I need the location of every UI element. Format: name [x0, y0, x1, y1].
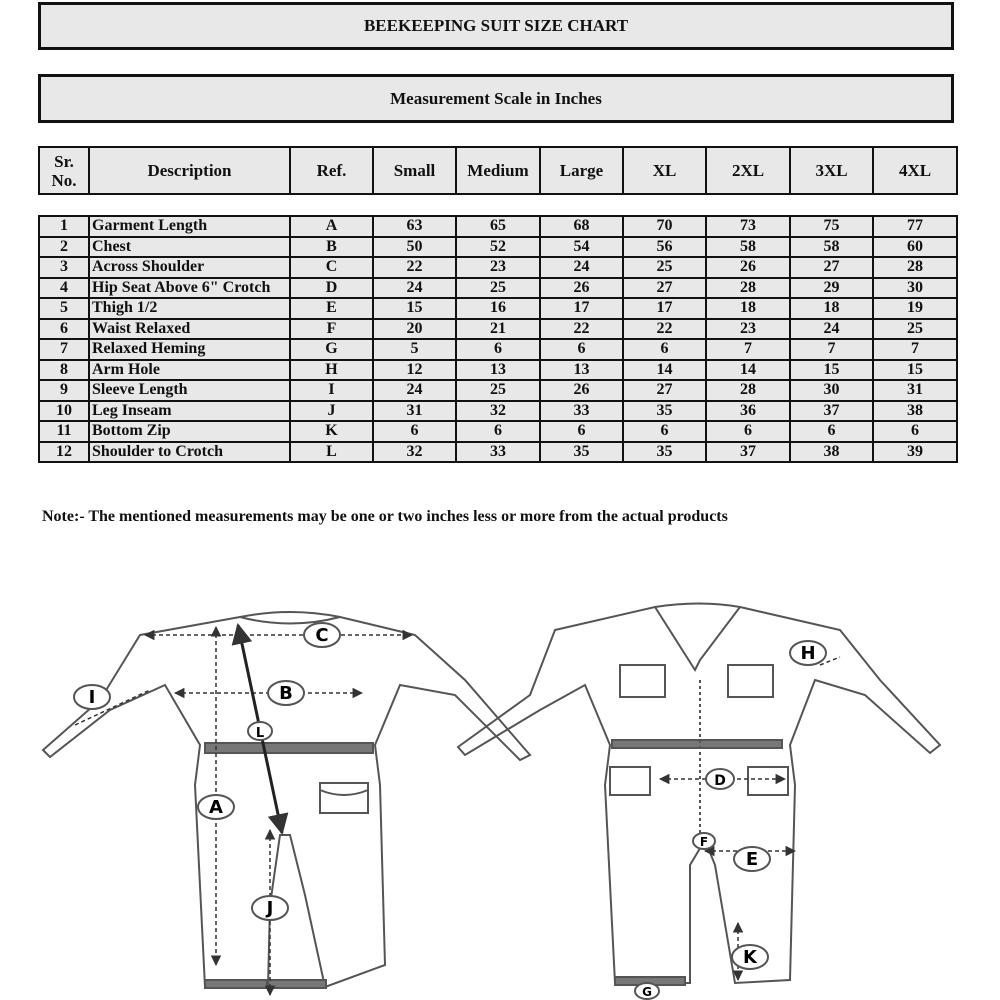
size-value-cell: 24 — [540, 257, 623, 278]
size-value-cell: 63 — [373, 216, 456, 237]
row-number-cell: 7 — [39, 339, 89, 360]
size-value-cell: 27 — [623, 278, 706, 299]
description-cell: Thigh 1/2 — [89, 298, 290, 319]
size-value-cell: 21 — [456, 319, 540, 340]
size-value-cell: 38 — [873, 401, 957, 422]
size-value-cell: 30 — [873, 278, 957, 299]
size-value-cell: 33 — [540, 401, 623, 422]
size-value-cell: 30 — [790, 380, 873, 401]
size-value-cell: 22 — [373, 257, 456, 278]
size-value-cell: 6 — [873, 421, 957, 442]
table-row — [39, 298, 957, 319]
description-cell: Arm Hole — [89, 360, 290, 381]
size-value-cell: 26 — [540, 278, 623, 299]
header-cell: Ref. — [290, 147, 373, 194]
size-value-cell: 37 — [790, 401, 873, 422]
suit-back-view — [43, 612, 530, 988]
size-value-cell: 18 — [790, 298, 873, 319]
size-value-cell: 22 — [623, 319, 706, 340]
svg-text:H: H — [800, 643, 816, 664]
svg-text:L: L — [255, 726, 265, 741]
row-number-cell: 6 — [39, 319, 89, 340]
row-number-cell: 1 — [39, 216, 89, 237]
size-value-cell: 15 — [790, 360, 873, 381]
size-value-cell: 16 — [456, 298, 540, 319]
size-value-cell: 50 — [373, 237, 456, 258]
size-value-cell: 24 — [373, 278, 456, 299]
size-value-cell: 6 — [540, 421, 623, 442]
header-cell: 3XL — [790, 147, 873, 194]
size-value-cell: 73 — [706, 216, 790, 237]
letter-marker-i — [74, 685, 110, 709]
header-cell: Large — [540, 147, 623, 194]
size-value-cell: 17 — [540, 298, 623, 319]
description-cell: Bottom Zip — [89, 421, 290, 442]
svg-text:K: K — [743, 947, 757, 968]
size-value-cell: 23 — [706, 319, 790, 340]
size-value-cell: 52 — [456, 237, 540, 258]
row-number-cell: 10 — [39, 401, 89, 422]
size-value-cell: 26 — [706, 257, 790, 278]
size-value-cell: 24 — [373, 380, 456, 401]
size-value-cell: 14 — [706, 360, 790, 381]
table-row — [39, 442, 957, 463]
size-value-cell: 25 — [456, 380, 540, 401]
table-row — [39, 360, 957, 381]
description-cell: Leg Inseam — [89, 401, 290, 422]
reference-cell: H — [290, 360, 373, 381]
size-value-cell: 19 — [873, 298, 957, 319]
table-row — [39, 216, 957, 237]
size-value-cell: 7 — [873, 339, 957, 360]
size-value-cell: 39 — [873, 442, 957, 463]
table-row — [39, 319, 957, 340]
size-value-cell: 6 — [540, 339, 623, 360]
size-value-cell: 6 — [790, 421, 873, 442]
size-value-cell: 6 — [706, 421, 790, 442]
reference-cell: C — [290, 257, 373, 278]
size-value-cell: 38 — [790, 442, 873, 463]
size-value-cell: 35 — [623, 442, 706, 463]
reference-cell: I — [290, 380, 373, 401]
header-cell: 4XL — [873, 147, 957, 194]
header-cell: Description — [89, 147, 290, 194]
size-table — [38, 215, 958, 463]
letter-marker-h — [790, 641, 826, 665]
size-value-cell: 54 — [540, 237, 623, 258]
size-value-cell: 27 — [623, 380, 706, 401]
size-value-cell: 37 — [706, 442, 790, 463]
header-cell: Sr. No. — [39, 147, 89, 194]
letter-marker-j — [252, 896, 288, 920]
size-value-cell: 75 — [790, 216, 873, 237]
size-value-cell: 25 — [873, 319, 957, 340]
reference-cell: D — [290, 278, 373, 299]
description-cell: Shoulder to Crotch — [89, 442, 290, 463]
table-row — [39, 421, 957, 442]
size-value-cell: 15 — [373, 298, 456, 319]
description-cell: Across Shoulder — [89, 257, 290, 278]
size-value-cell: 32 — [373, 442, 456, 463]
reference-cell: L — [290, 442, 373, 463]
size-value-cell: 24 — [790, 319, 873, 340]
svg-text:D: D — [714, 773, 726, 789]
size-value-cell: 33 — [456, 442, 540, 463]
letter-marker-c — [304, 623, 340, 647]
svg-text:I: I — [88, 687, 96, 708]
scale-caption: Measurement Scale in Inches — [38, 74, 954, 123]
svg-text:E: E — [745, 849, 759, 870]
letter-marker-b — [268, 681, 304, 705]
size-value-cell: 26 — [540, 380, 623, 401]
suit-diagram — [0, 585, 1000, 1000]
table-row — [39, 257, 957, 278]
size-value-cell: 32 — [456, 401, 540, 422]
letter-marker-a — [198, 795, 234, 819]
svg-text:F: F — [699, 835, 709, 849]
size-value-cell: 14 — [623, 360, 706, 381]
reference-cell: A — [290, 216, 373, 237]
row-number-cell: 2 — [39, 237, 89, 258]
letter-marker-d — [706, 769, 734, 789]
size-value-cell: 18 — [706, 298, 790, 319]
size-value-cell: 17 — [623, 298, 706, 319]
size-value-cell: 28 — [706, 278, 790, 299]
size-value-cell: 68 — [540, 216, 623, 237]
description-cell: Waist Relaxed — [89, 319, 290, 340]
table-row — [39, 278, 957, 299]
size-value-cell: 6 — [373, 421, 456, 442]
size-value-cell: 77 — [873, 216, 957, 237]
description-cell: Sleeve Length — [89, 380, 290, 401]
size-value-cell: 7 — [790, 339, 873, 360]
row-number-cell: 8 — [39, 360, 89, 381]
size-value-cell: 5 — [373, 339, 456, 360]
letter-marker-g — [635, 983, 659, 999]
size-value-cell: 56 — [623, 237, 706, 258]
measurement-arrows — [75, 625, 840, 995]
size-value-cell: 25 — [623, 257, 706, 278]
reference-cell: J — [290, 401, 373, 422]
reference-cell: E — [290, 298, 373, 319]
size-value-cell: 6 — [456, 339, 540, 360]
chart-title: BEEKEEPING SUIT SIZE CHART — [38, 2, 954, 50]
letter-marker-l — [248, 722, 272, 741]
size-value-cell: 7 — [706, 339, 790, 360]
size-value-cell: 20 — [373, 319, 456, 340]
size-value-cell: 13 — [456, 360, 540, 381]
reference-cell: F — [290, 319, 373, 340]
description-cell: Hip Seat Above 6" Crotch — [89, 278, 290, 299]
row-number-cell: 5 — [39, 298, 89, 319]
size-value-cell: 28 — [706, 380, 790, 401]
row-number-cell: 4 — [39, 278, 89, 299]
row-number-cell: 9 — [39, 380, 89, 401]
row-number-cell: 12 — [39, 442, 89, 463]
note-text: Note:- The mentioned measurements may be one or two inches less or more from the actual products — [42, 508, 728, 525]
row-number-cell: 3 — [39, 257, 89, 278]
reference-cell: G — [290, 339, 373, 360]
reference-cell: B — [290, 237, 373, 258]
size-value-cell: 23 — [456, 257, 540, 278]
table-row — [39, 380, 957, 401]
size-value-cell: 15 — [873, 360, 957, 381]
svg-text:A: A — [209, 797, 223, 818]
size-value-cell: 31 — [873, 380, 957, 401]
header-cell: XL — [623, 147, 706, 194]
letter-marker-k — [732, 945, 768, 969]
table-row — [39, 237, 957, 258]
reference-letters — [74, 623, 826, 999]
size-value-cell: 35 — [540, 442, 623, 463]
svg-text:J: J — [266, 898, 274, 919]
size-value-cell: 65 — [456, 216, 540, 237]
size-value-cell: 6 — [623, 421, 706, 442]
header-row — [39, 147, 957, 194]
size-value-cell: 70 — [623, 216, 706, 237]
description-cell: Relaxed Heming — [89, 339, 290, 360]
table-row — [39, 339, 957, 360]
size-value-cell: 29 — [790, 278, 873, 299]
table-row — [39, 401, 957, 422]
row-number-cell: 11 — [39, 421, 89, 442]
header-cell: 2XL — [706, 147, 790, 194]
reference-cell: K — [290, 421, 373, 442]
description-cell: Garment Length — [89, 216, 290, 237]
size-value-cell: 6 — [456, 421, 540, 442]
size-value-cell: 35 — [623, 401, 706, 422]
size-value-cell: 6 — [623, 339, 706, 360]
header-cell: Medium — [456, 147, 540, 194]
letter-marker-e — [734, 847, 770, 871]
letter-marker-f — [693, 833, 715, 849]
header-table — [38, 146, 958, 195]
size-value-cell: 27 — [790, 257, 873, 278]
size-value-cell: 31 — [373, 401, 456, 422]
size-value-cell: 58 — [706, 237, 790, 258]
size-value-cell: 28 — [873, 257, 957, 278]
suit-front-view — [458, 604, 940, 986]
size-value-cell: 12 — [373, 360, 456, 381]
size-value-cell: 36 — [706, 401, 790, 422]
size-value-cell: 60 — [873, 237, 957, 258]
size-value-cell: 22 — [540, 319, 623, 340]
header-cell: Small — [373, 147, 456, 194]
size-value-cell: 58 — [790, 237, 873, 258]
size-value-cell: 25 — [456, 278, 540, 299]
svg-text:G: G — [642, 985, 652, 999]
svg-text:C: C — [315, 625, 329, 646]
description-cell: Chest — [89, 237, 290, 258]
svg-text:B: B — [279, 683, 293, 704]
size-value-cell: 13 — [540, 360, 623, 381]
